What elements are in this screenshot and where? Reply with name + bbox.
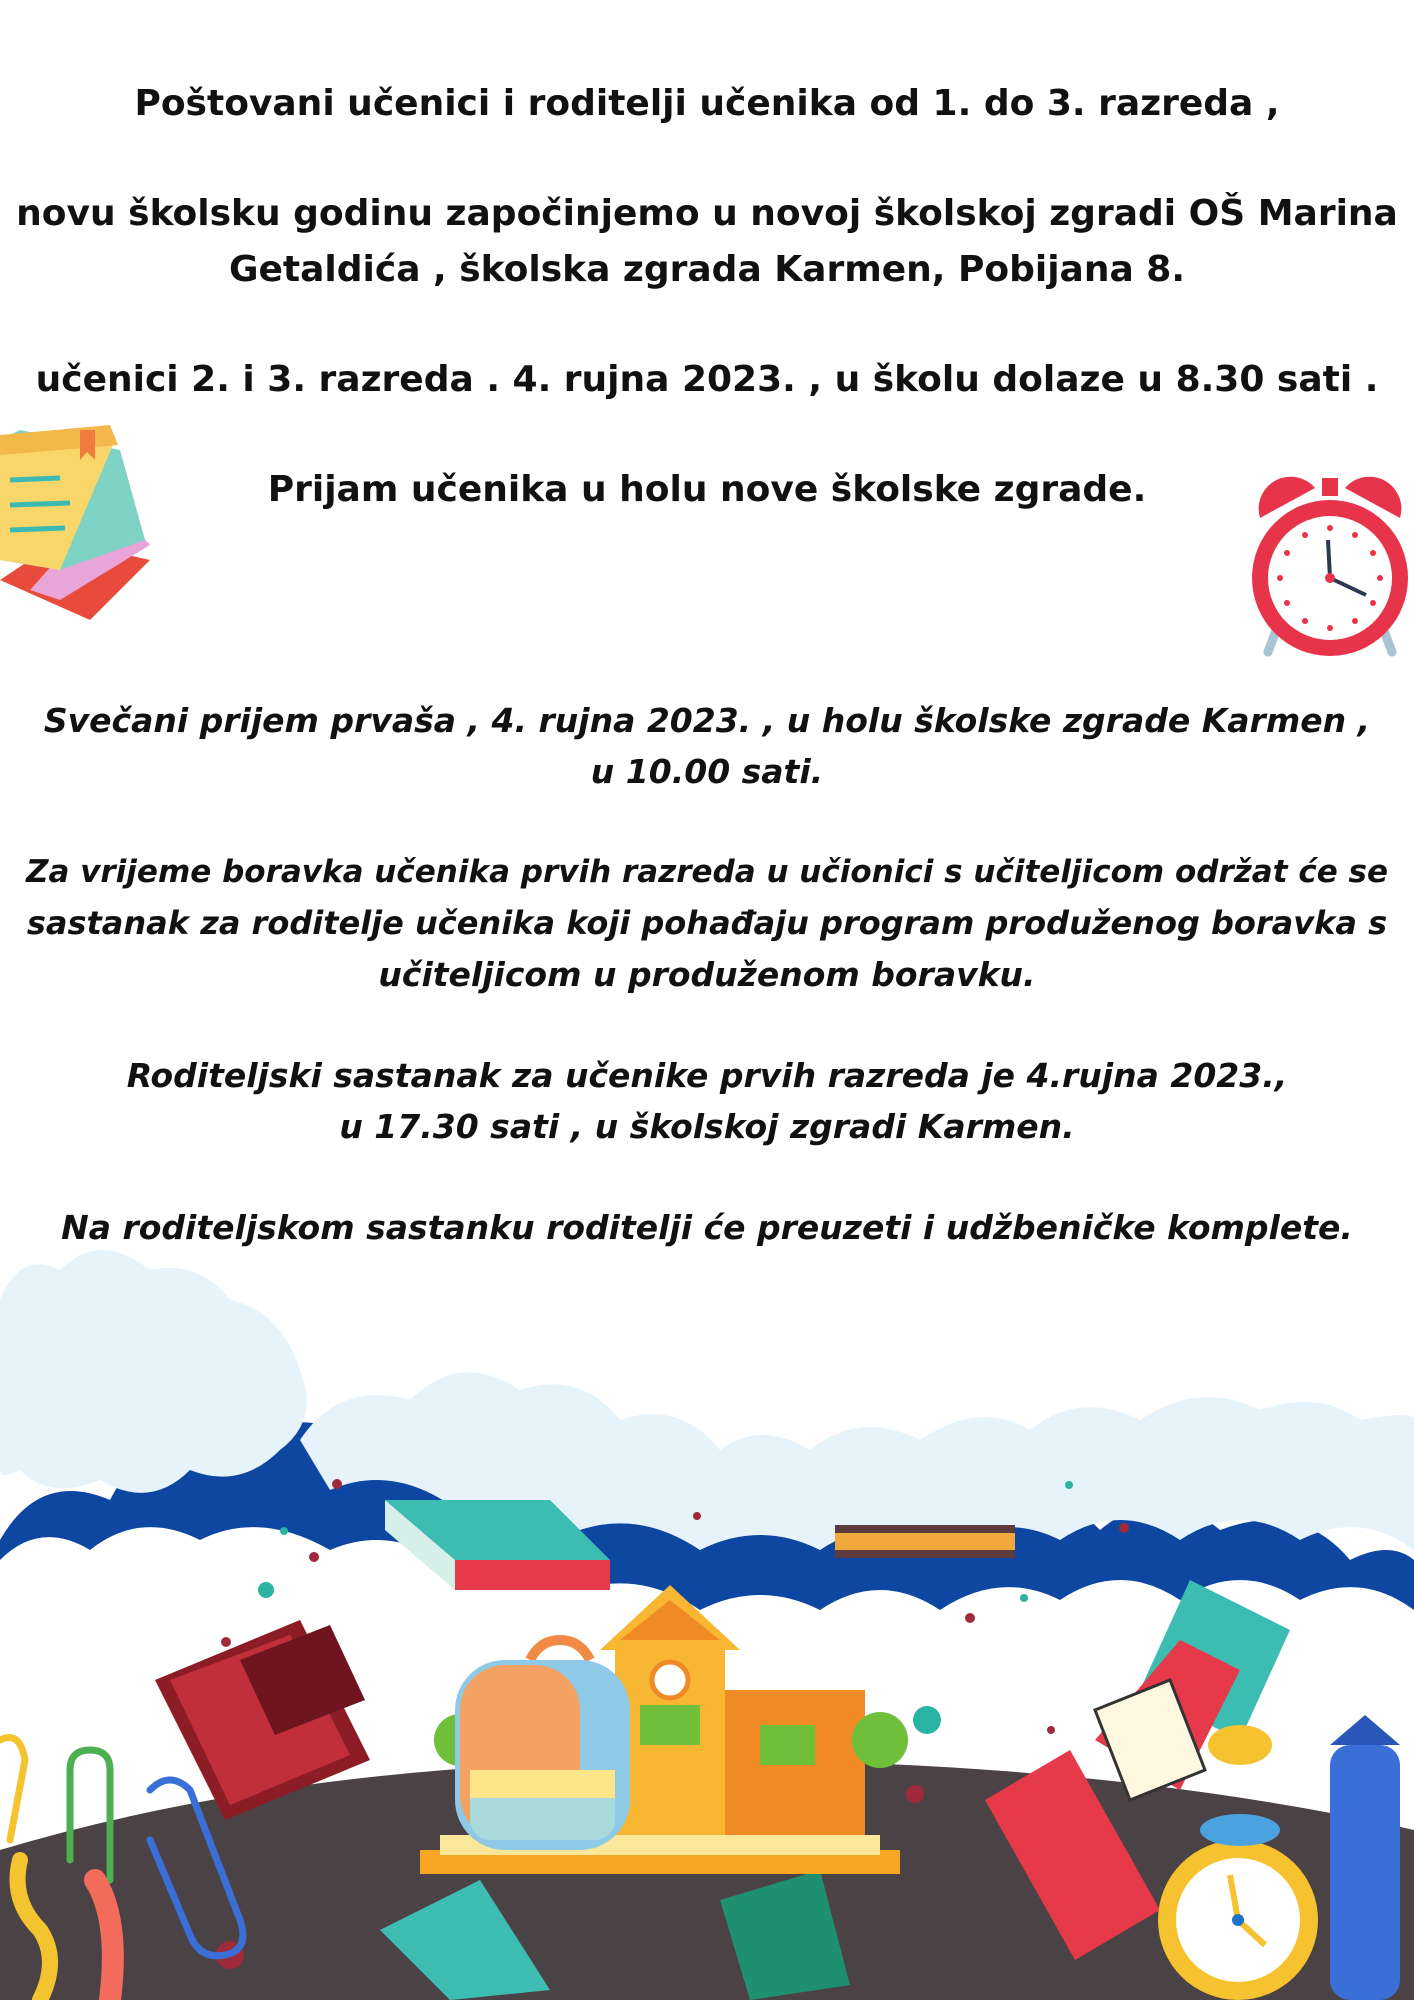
parent-meeting-line-1: Roditeljski sastanak za učenike prvih razreda je 4.rujna 2023.,	[126, 1056, 1288, 1095]
meeting-during-stay-section	[0, 847, 1414, 1000]
parent-meeting-section	[0, 1050, 1414, 1152]
greeting-text: Poštovani učenici i roditelji učenika od 1. do 3. razreda ,	[134, 83, 1280, 124]
meeting-line-2: sastanak za roditelje učenika koji pohađaju program produženog boravka s	[26, 904, 1388, 942]
reception-text: Prijam učenika u holu nove školske zgrade.	[267, 469, 1147, 510]
parent-meeting-line-2: u 17.30 sati , u školskoj zgradi Karmen.	[339, 1107, 1075, 1146]
reception-section	[0, 462, 1414, 518]
textbooks-section	[0, 1202, 1414, 1253]
backpack-illustration	[455, 1640, 630, 1850]
ceremony-line-2: u 10.00 sati.	[590, 752, 824, 791]
meeting-line-3: učiteljicom u produženom boravku.	[378, 955, 1036, 994]
arrival-text: učenici 2. i 3. razreda . 4. rujna 2023. , u školu dolaze u 8.30 sati .	[35, 359, 1379, 400]
new-building-line-2: Getaldića , školska zgrada Karmen, Pobijana 8.	[228, 249, 1186, 290]
textbooks-text: Na roditeljskom sastanku roditelji će preuzeti i udžbeničke komplete.	[61, 1208, 1353, 1247]
meeting-line-1: Za vrijeme boravka učenika prvih razreda u učionici s učiteljicom održat će se	[26, 854, 1388, 890]
new-building-section	[0, 186, 1414, 298]
arrival-section	[0, 352, 1414, 408]
ceremony-section	[0, 695, 1414, 797]
clouds-illustration	[0, 1250, 1414, 1610]
new-building-line-1: novu školsku godinu započinjemo u novoj školskoj zgradi OŠ Marina	[16, 193, 1398, 234]
ceremony-line-1: Svečani prijem prvaša , 4. rujna 2023. , u holu školske zgrade Karmen ,	[43, 701, 1371, 740]
greeting-section	[0, 76, 1414, 132]
open-book-illustration	[0, 425, 150, 620]
